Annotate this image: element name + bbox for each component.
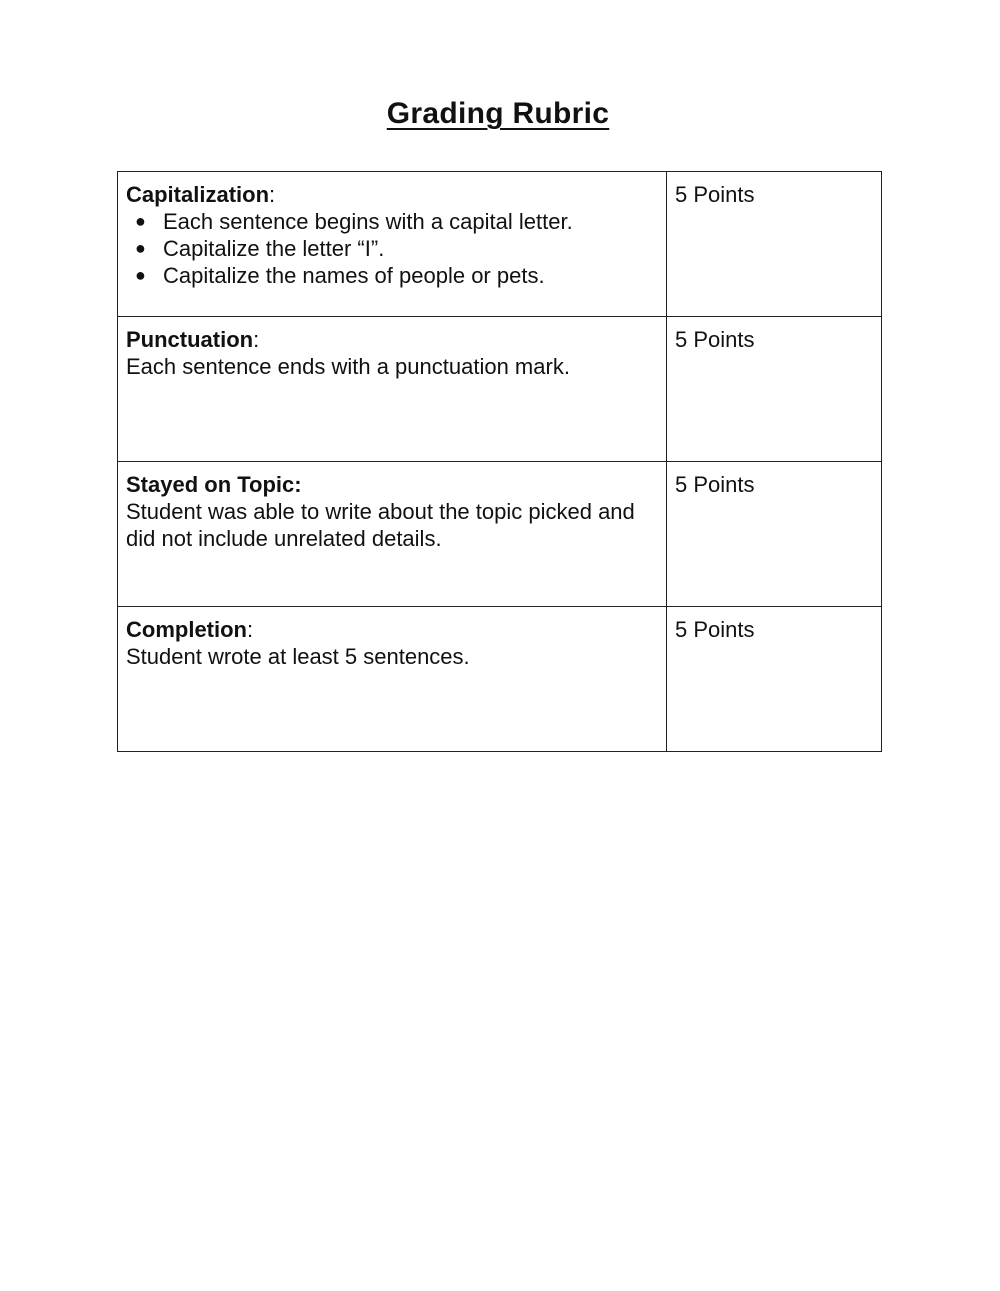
criterion-name: Punctuation	[126, 327, 254, 352]
criterion-description: Student wrote at least 5 sentences.	[126, 644, 470, 669]
list-item	[126, 262, 658, 289]
criterion-description: Student was able to write about the topic picked and did not include unrelated details.	[126, 499, 635, 551]
list-item-text: Each sentence begins with a capital letter.	[163, 209, 573, 234]
criterion-name: Capitalization	[126, 182, 270, 207]
criterion-bullet-list	[126, 208, 658, 289]
bullet-icon: ●	[135, 265, 146, 285]
list-item-text: Capitalize the names of people or pets.	[163, 263, 545, 288]
bullet-icon: ●	[135, 238, 146, 258]
rubric-row-punctuation	[118, 317, 882, 462]
rubric-row-completion	[118, 607, 882, 752]
list-item-text: Capitalize the letter “I”.	[163, 236, 385, 261]
criterion-suffix: :	[253, 327, 260, 352]
criterion-cell	[118, 607, 667, 752]
points-cell: 5 Points	[667, 317, 882, 462]
points-cell: 5 Points	[667, 172, 882, 317]
criterion-suffix: :	[269, 182, 276, 207]
criterion-description: Each sentence ends with a punctuation mark.	[126, 354, 570, 379]
points-cell: 5 Points	[667, 462, 882, 607]
list-item	[126, 235, 658, 262]
criterion-suffix: :	[247, 617, 254, 642]
rubric-row-capitalization	[118, 172, 882, 317]
criterion-cell	[118, 317, 667, 462]
page-title: Grading Rubric	[386, 97, 610, 130]
criterion-name: Stayed on Topic:	[126, 472, 302, 497]
list-item	[126, 208, 658, 235]
rubric-table	[117, 171, 882, 752]
bullet-icon: ●	[135, 211, 146, 231]
criterion-cell	[118, 462, 667, 607]
points-cell: 5 Points	[667, 607, 882, 752]
criterion-name: Completion	[126, 617, 247, 642]
criterion-cell	[118, 172, 667, 317]
rubric-row-stayed-on-topic	[118, 462, 882, 607]
